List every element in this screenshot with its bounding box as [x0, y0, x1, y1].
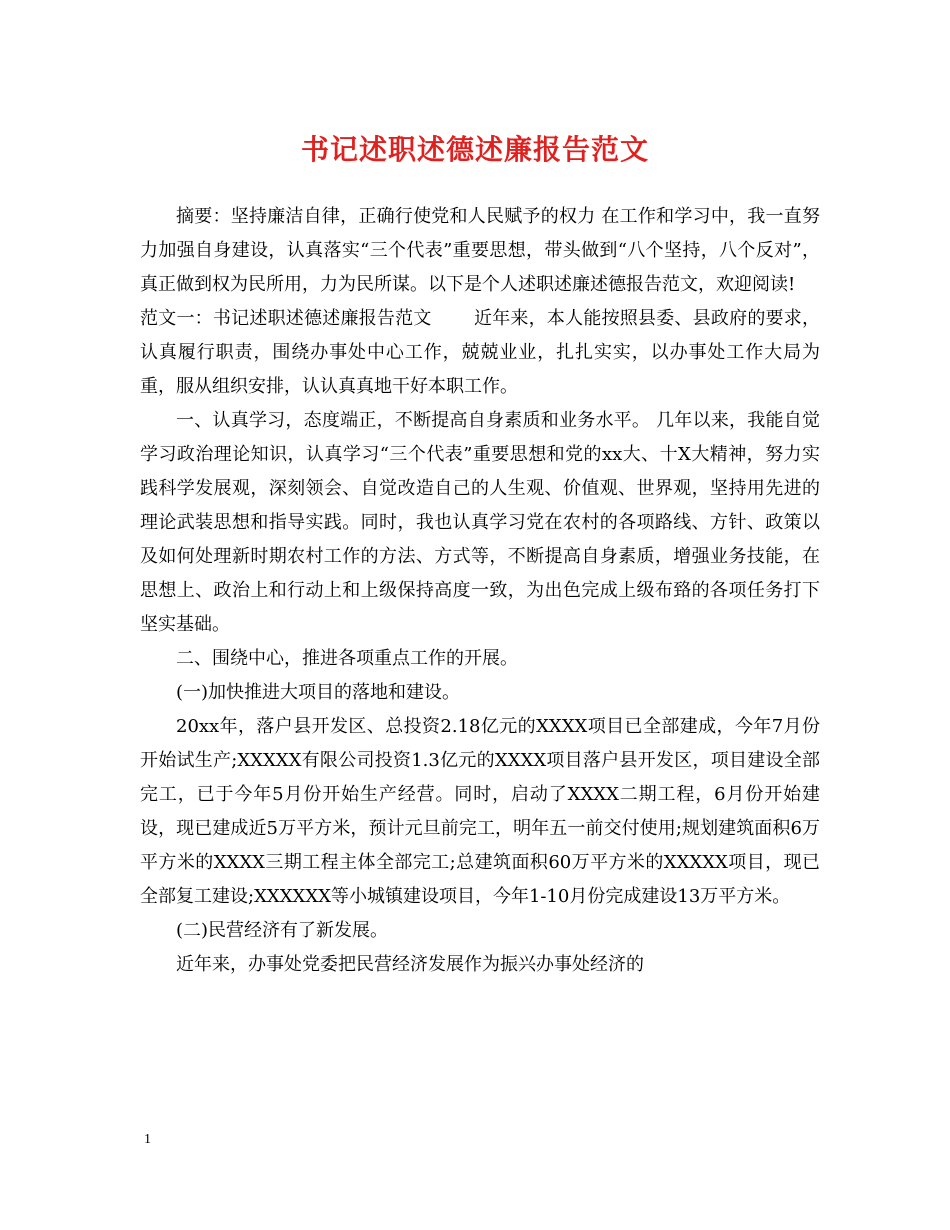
paragraph-sample-one: 范文一：书记述职述德述廉报告范文 近年来，本人能按照县委、县政府的要求，认真履行职责，围绕办事处中心工作，兢兢业业，扎扎实实，以办事处工作大局为重，服从组织安排，认认真真地干好本职工作。 — [140, 308, 820, 397]
paragraph-private-economy: 近年来，办事处党委把民营经济发展作为振兴办事处经济的 — [176, 954, 644, 975]
paragraph-subsection-two-heading: (二)民营经济有了新发展。 — [176, 920, 389, 941]
paragraph-subsection-one-heading: (一)加快推进大项目的落地和建设。 — [176, 682, 461, 703]
paragraph-abstract: 摘要：坚持廉洁自律，正确行使党和人民赋予的权力 在工作和学习中，我一直努力加强自身建设，认真落实“三个代表”重要思想，带头做到“八个坚持，八个反对”，真正做到权为民所用，力为民所谋。以下是个人述职述廉述德报告范文，欢迎阅读! — [140, 206, 820, 295]
paragraph-projects: 20xx年，落户县开发区、总投资2.18亿元的XXXX项目已全部建成，今年7月份开始试生产;XXXXX有限公司投资1.3亿元的XXXX项目落户县开发区，项目建设全部完工，已于今年5月份开始生产经营。同时，启动了XXXX二期工程，6月份开始建设，现已建成近5万平方米，预计元旦前完工，明年五一前交付使用;规划建筑面积6万平方米的XXXX三期工程主体全部完工;总建筑面积60万平方米的XXXXX项目，现已全部复工建设;XXXXXX等小城镇建设项目，今年1-10月份完成建设13万平方米。 — [140, 716, 820, 907]
paragraph-section-two-heading: 二、围绕中心，推进各项重点工作的开展。 — [176, 648, 518, 669]
document-title: 书记述职述德述廉报告范文 — [300, 133, 649, 166]
page-number: 1 — [144, 1132, 151, 1147]
document-body — [140, 200, 820, 982]
paragraph-section-one: 一、认真学习，态度端正，不断提高自身素质和业务水平。 几年以来，我能自觉学习政治理论知识，认真学习“三个代表”重要思想和党的xx大、十X大精神，努力实践科学发展观，深刻领会、自觉改造自己的人生观、价值观、世界观，坚持用先进的理论武装思想和指导实践。同时，我也认真学习党在农村的各项路线、方针、政策以及如何处理新时期农村工作的方法、方式等，不断提高自身素质，增强业务技能，在思想上、政治上和行动上和上级保持高度一致，为出色完成上级布臵的各项任务打下坚实基础。 — [140, 410, 820, 635]
